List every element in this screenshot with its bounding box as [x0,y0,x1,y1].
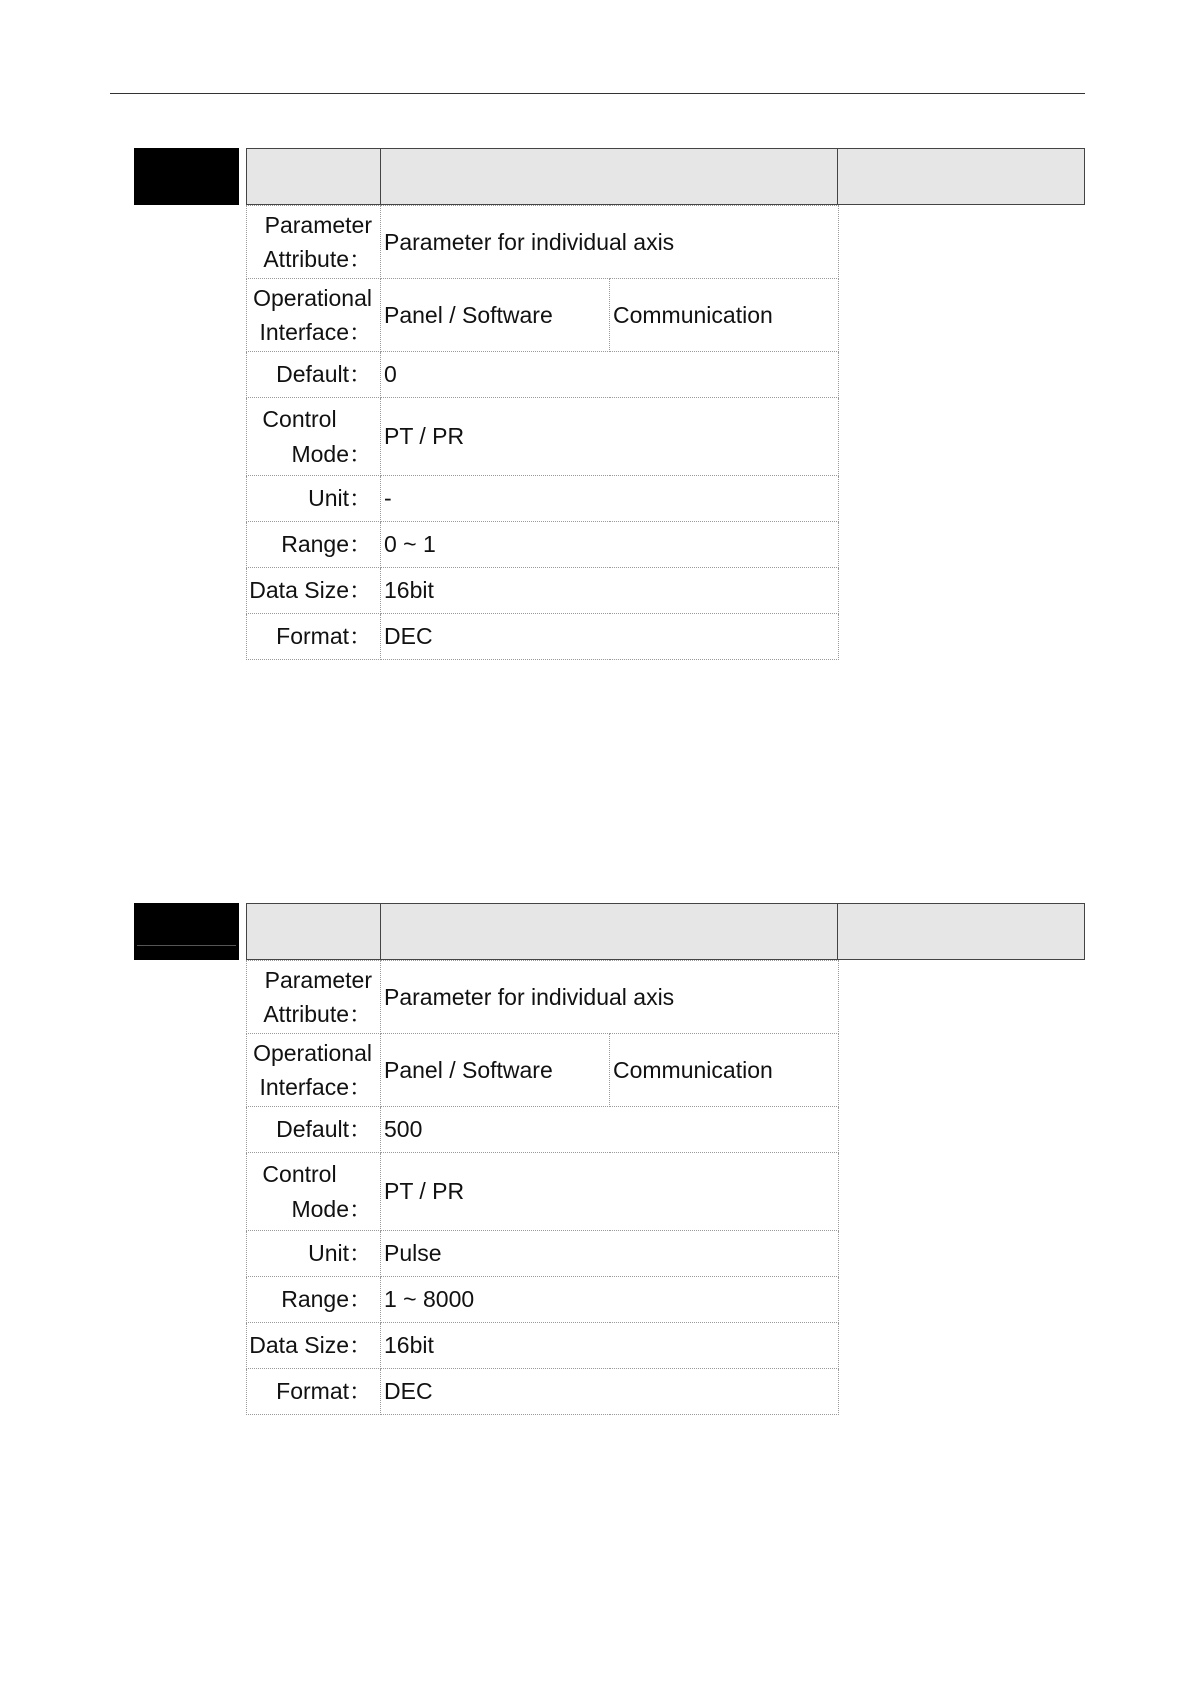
header-rule [110,93,1085,94]
attribute-value: Parameter for individual axis [381,961,839,1034]
range-value: 0 ~ 1 [381,522,839,568]
control-mode-value: PT / PR [381,1153,839,1231]
attribute-value: Parameter for individual axis [381,206,839,279]
interface-panel-value: Panel / Software [381,1034,610,1107]
range-value: 1 ~ 8000 [381,1277,839,1323]
parameter-attributes-table [246,960,839,1415]
unit-label: Unit： [247,476,381,522]
data-size-label: Data Size： [247,568,381,614]
unit-value: Pulse [381,1231,839,1277]
default-value: 500 [381,1107,839,1153]
interface-row [247,1034,839,1107]
format-value: DEC [381,1369,839,1415]
default-label: Default： [247,352,381,398]
format-row [247,1369,839,1415]
parameter-header-bar [246,903,1085,960]
unit-label: Unit： [247,1231,381,1277]
interface-label: Operational Interface： [247,279,381,352]
unit-row [247,1231,839,1277]
range-label: Range： [247,1277,381,1323]
interface-label: Operational Interface： [247,1034,381,1107]
interface-panel-value: Panel / Software [381,279,610,352]
unit-value: - [381,476,839,522]
data-size-row [247,568,839,614]
parameter-attributes-table [246,205,839,660]
control-mode-value: PT / PR [381,398,839,476]
format-value: DEC [381,614,839,660]
attribute-label: Parameter Attribute： [247,961,381,1034]
data-size-value: 16bit [381,1323,839,1369]
attribute-row [247,961,839,1034]
control-mode-row [247,398,839,476]
parameter-code-tab [134,148,239,205]
default-row [247,352,839,398]
range-row [247,1277,839,1323]
parameter-header-bar [246,148,1085,205]
control-mode-label: Control Mode： [247,398,381,476]
default-row [247,1107,839,1153]
interface-comm-value: Communication [610,1034,839,1107]
default-label: Default： [247,1107,381,1153]
control-mode-row [247,1153,839,1231]
format-row [247,614,839,660]
interface-comm-value: Communication [610,279,839,352]
control-mode-label: Control Mode： [247,1153,381,1231]
unit-row [247,476,839,522]
range-row [247,522,839,568]
attribute-label: Parameter Attribute： [247,206,381,279]
parameter-code-tab [134,903,239,960]
range-label: Range： [247,522,381,568]
format-label: Format： [247,614,381,660]
format-label: Format： [247,1369,381,1415]
default-value: 0 [381,352,839,398]
data-size-value: 16bit [381,568,839,614]
data-size-label: Data Size： [247,1323,381,1369]
attribute-row [247,206,839,279]
interface-row [247,279,839,352]
data-size-row [247,1323,839,1369]
